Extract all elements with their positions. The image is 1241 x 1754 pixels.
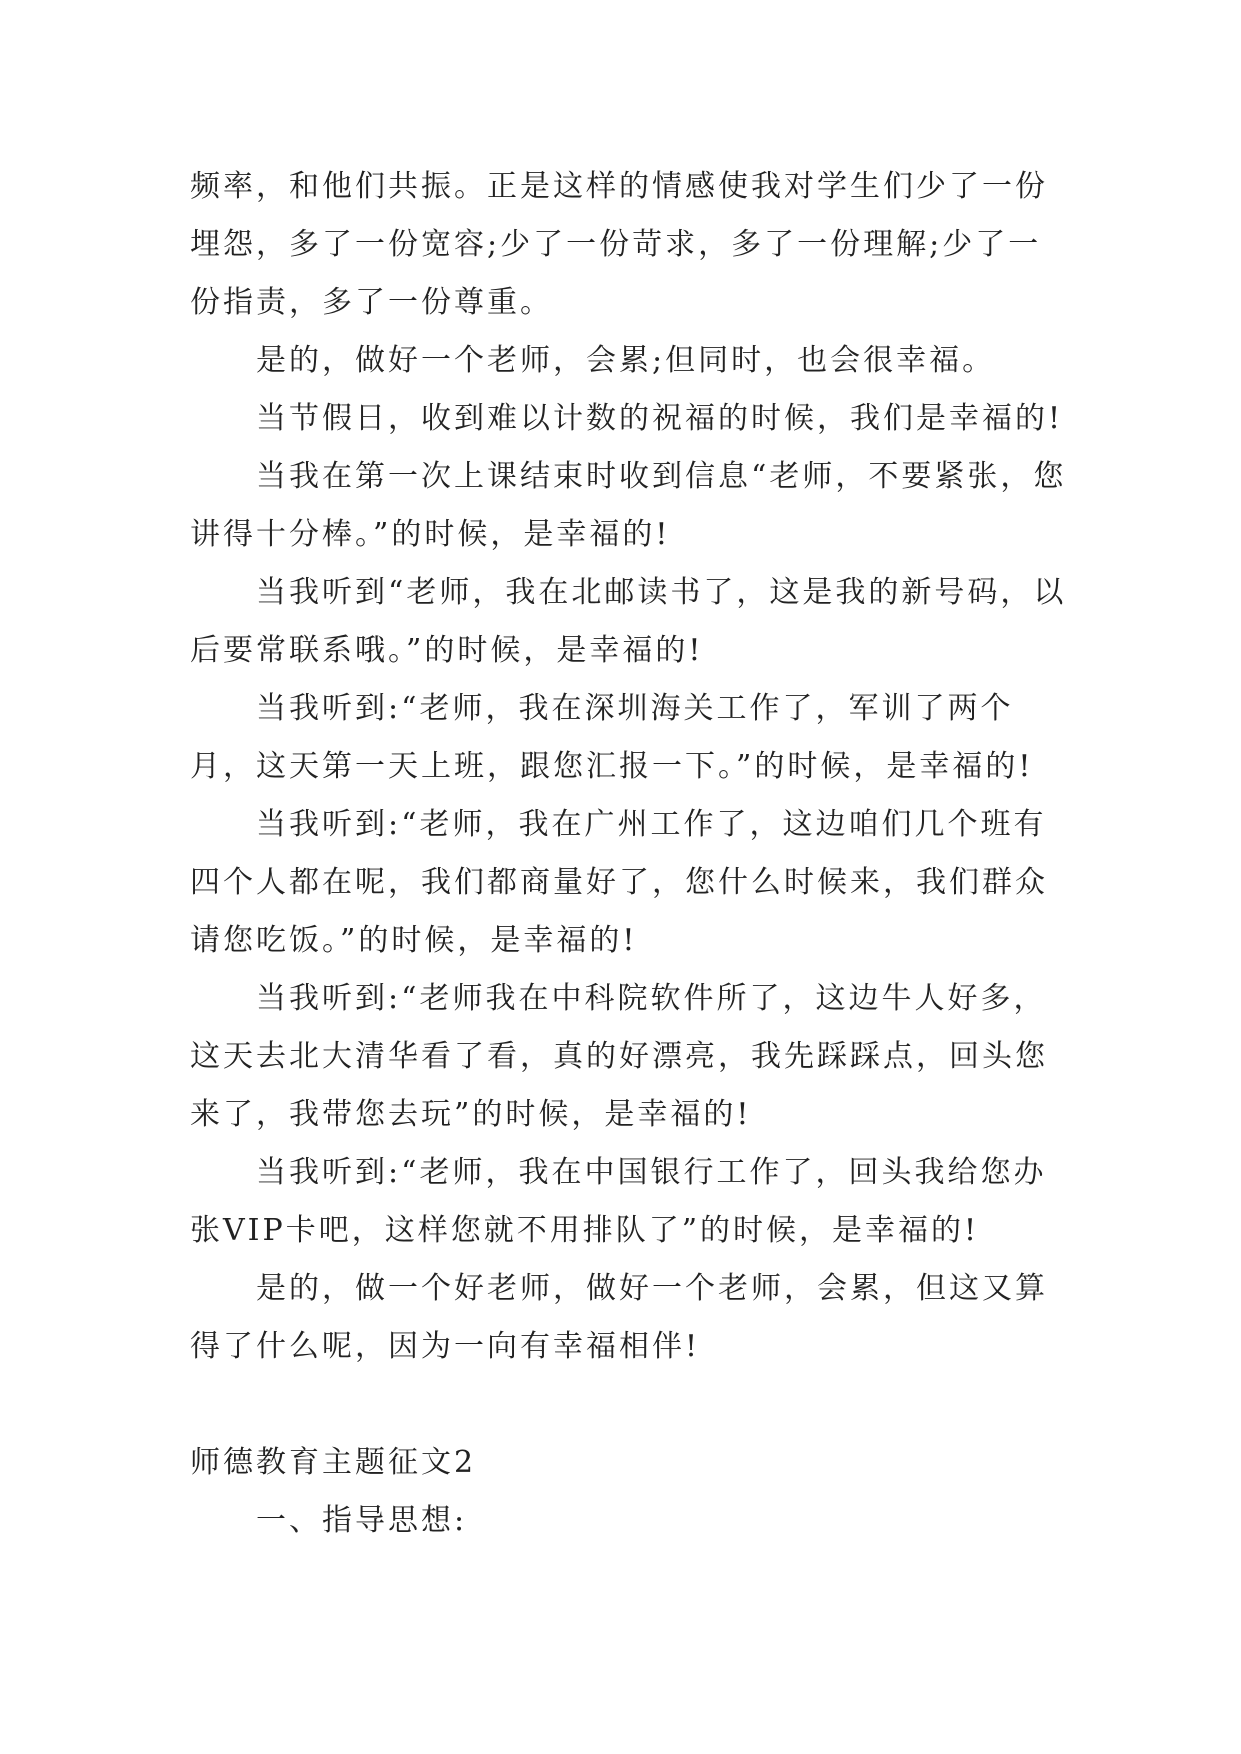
- paragraph: 当我听到:“老师我在中科院软件所了，这边牛人好多，这天去北大清华看了看，真的好漂亮，我先踩踩点，回头您来了，我带您去玩”的时候，是幸福的!: [190, 981, 1048, 1132]
- paragraph: 当节假日，收到难以计数的祝福的时候，我们是幸福的!: [256, 401, 1064, 436]
- paragraph: 是的，做好一个老师，会累;但同时，也会很幸福。: [256, 343, 996, 378]
- paragraph: 当我听到:“老师，我在广州工作了，这边咱们几个班有四个人都在呢，我们都商量好了，您什么时候来，我们群众请您吃饭。”的时候，是幸福的!: [190, 807, 1048, 958]
- paragraph: 是的，做一个好老师，做好一个老师，会累，但这又算得了什么呢，因为一向有幸福相伴!: [190, 1271, 1048, 1364]
- paragraph: 当我听到:“老师，我在中国银行工作了，回头我给您办张VIP卡吧，这样您就不用排队了”的时候，是幸福的!: [190, 1155, 1047, 1248]
- paragraph: 当我听到:“老师，我在深圳海关工作了，军训了两个月，这天第一天上班，跟您汇报一下。”的时候，是幸福的!: [190, 691, 1034, 784]
- paragraph: 当我在第一次上课结束时收到信息“老师，不要紧张，您讲得十分棒。”的时候，是幸福的!: [190, 459, 1067, 552]
- document-body: [190, 158, 1070, 1550]
- section-item: 一、指导思想:: [256, 1503, 468, 1538]
- section-title: 师德教育主题征文2: [190, 1445, 477, 1480]
- paragraph: 当我听到“老师，我在北邮读书了，这是我的新号码，以后要常联系哦。”的时候，是幸福的!: [190, 575, 1067, 668]
- paragraph: 频率，和他们共振。正是这样的情感使我对学生们少了一份埋怨，多了一份宽容;少了一份苛求，多了一份理解;少了一份指责，多了一份尊重。: [190, 169, 1048, 320]
